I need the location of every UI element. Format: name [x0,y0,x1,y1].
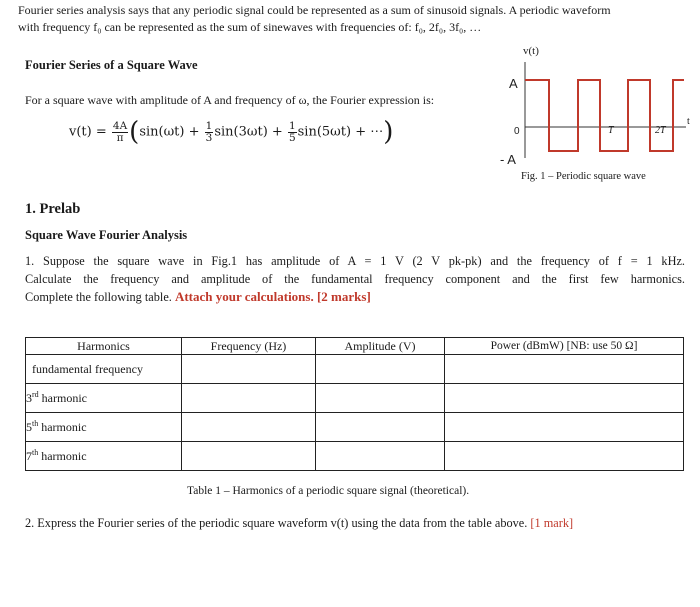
cell-amplitude-5th[interactable] [316,413,445,442]
table-row [26,355,684,384]
zero-label: 0 [514,126,520,137]
x-axis-label: t [687,116,690,127]
cell-amplitude-7th[interactable] [316,442,445,471]
question-1-line-2: Calculate the frequency and amplitude of the fundamental frequency component and the first few harmonics. [25,272,685,286]
intro-line-1: Fourier series analysis says that any periodic signal could be represented as a sum of sinusoid signals. A periodic waveform [18,3,611,17]
cell-frequency-3rd[interactable] [182,384,316,413]
question-1-marks: Attach your calculations. [2 marks] [174,289,371,304]
fourier-heading: Fourier Series of a Square Wave [25,58,198,72]
formula-fraction-1: $\frac{1}{3}$ [205,119,213,144]
cell-frequency-fundamental[interactable] [182,355,316,384]
cell-amplitude-3rd[interactable] [316,384,445,413]
row-label-5th: 5th harmonic [26,413,182,442]
cell-frequency-5th[interactable] [182,413,316,442]
row-label-fundamental: fundamental frequency [26,355,182,384]
formula-coefficient: $\frac{4A}{\pi}$ [112,119,128,144]
table-row [26,413,684,442]
table-row [26,442,684,471]
formula-fraction-2: $\frac{1}{5}$ [288,119,296,144]
table-caption: Table 1 – Harmonics of a periodic square signal (theoretical). [187,485,470,497]
table-header-row [26,338,684,355]
header-harmonics: Harmonics [26,338,182,355]
row-label-3rd: 3rd harmonic [26,384,182,413]
question-1-line-1: 1. Suppose the square wave in Fig.1 has amplitude of A = 1 V (2 V pk-pk) and the frequency of f = 1 kHz. [25,254,685,268]
cell-amplitude-fundamental[interactable] [316,355,445,384]
harmonics-table [25,337,684,471]
question-2 [25,516,573,531]
amplitude-bottom-label: - A [500,152,516,167]
header-power: Power (dBmW) [NB: use 50 Ω] [445,338,684,355]
cell-power-3rd[interactable] [445,384,684,413]
square-wave-figure [490,40,700,180]
question-2-text: 2. Express the Fourier series of the periodic square waveform v(t) using the data from the table above. [25,516,528,530]
tick-2T-label: 2T [655,125,666,136]
table-row [26,384,684,413]
fourier-formula: v(t) = $\frac{4A}{\pi}$ (sin(ωt) + $\frac{1}{3}$ sin(3ωt) + $\frac{1}{5}$ sin(5ωt) + ⋯) [69,117,394,147]
question-2-marks: [1 mark] [530,516,574,530]
formula-term-1: sin(ωt) + [139,124,200,140]
prelab-heading: 1. Prelab [25,201,81,217]
tick-T-label: T [608,125,614,136]
row-label-7th: 7th harmonic [26,442,182,471]
square-wave-trace [525,80,684,151]
figure-caption: Fig. 1 – Periodic square wave [521,171,646,182]
question-1 [25,252,685,306]
cell-power-5th[interactable] [445,413,684,442]
cell-power-7th[interactable] [445,442,684,471]
amplitude-top-label: A [509,76,518,91]
formula-lhs: v(t) = [69,124,107,140]
cell-frequency-7th[interactable] [182,442,316,471]
prelab-subheading: Square Wave Fourier Analysis [25,228,188,242]
formula-term-3: sin(5ωt) + ⋯ [297,124,384,140]
question-1-line-3: Complete the following table. Attach your calculations. [2 marks] [25,289,371,304]
header-amplitude: Amplitude (V) [316,338,445,355]
cell-power-fundamental[interactable] [445,355,684,384]
formula-term-2: sin(3ωt) + [214,124,283,140]
y-axis-label: v(t) [523,45,539,57]
intro-line-2: with frequency f₀ can be represented as the sum of sinewaves with frequencies of: f₀, 2f₀, 3f₀, … [18,20,482,34]
header-frequency: Frequency (Hz) [182,338,316,355]
fourier-description: For a square wave with amplitude of A and frequency of ω, the Fourier expression is: [25,93,435,107]
